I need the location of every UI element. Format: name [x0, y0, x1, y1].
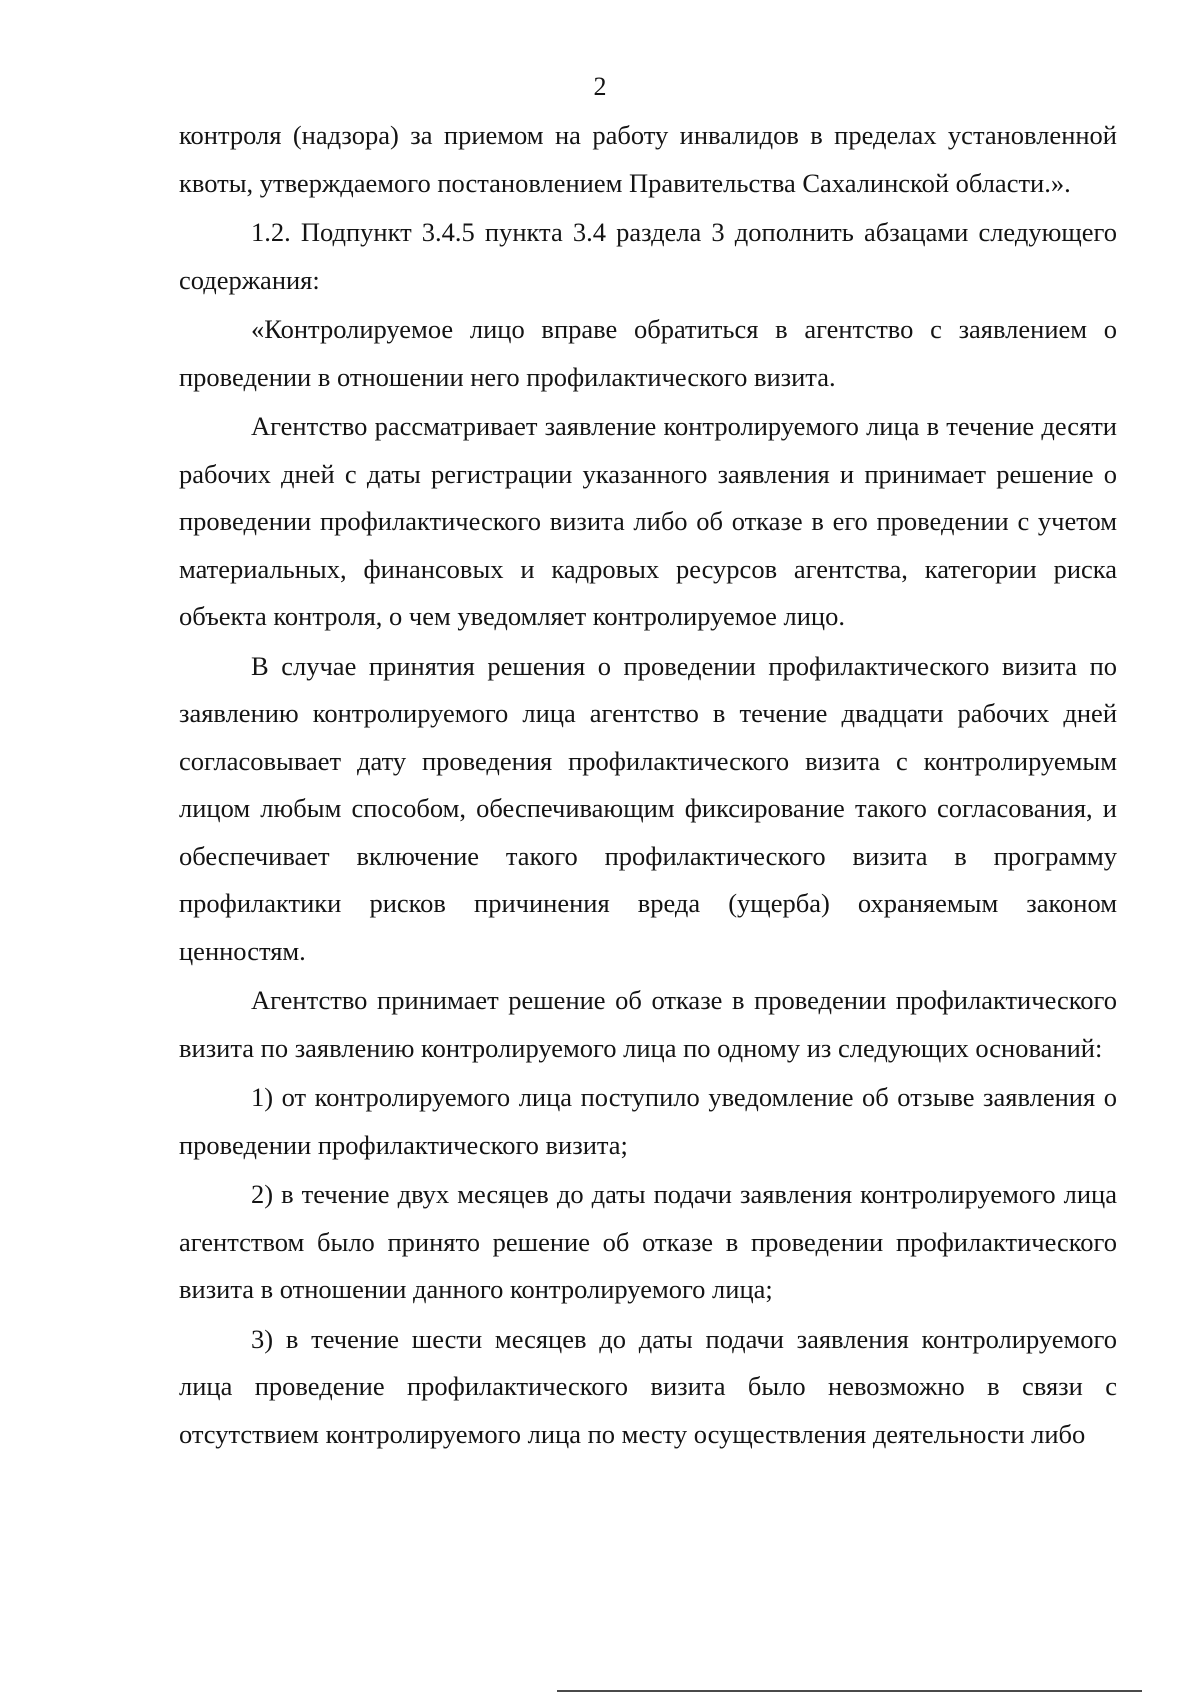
paragraph-refusal-grounds: Агентство принимает решение об отказе в проведении профилактического визита по заявлению контролируемого лица по одному из следующих оснований: — [179, 985, 1117, 1063]
list-item-ground-2: 2) в течение двух месяцев до даты подачи заявления контролируемого лица агентством было принято решение об отказе в проведении профилактического визита в отношении данного контролируемого лица; — [179, 1179, 1117, 1304]
paragraph-quota-continuation: контроля (надзора) за приемом на работу инвалидов в пределах установленной квоты, утверждаемого постановлением Правительства Сахалинской области.». — [179, 120, 1117, 198]
page-number: 2 — [593, 72, 607, 101]
document-body — [179, 112, 1117, 1460]
list-item-ground-1: 1) от контролируемого лица поступило уведомление об отзыве заявления о проведении профилактического визита; — [179, 1082, 1117, 1160]
list-item-ground-3: 3) в течение шести месяцев до даты подачи заявления контролируемого лица проведение профилактического визита было невозможно в связи с отсутствием контролируемого лица по месту осуществления деятельности либо — [179, 1323, 1117, 1449]
paragraph-visit-scheduling: В случае принятия решения о проведении профилактического визита по заявлению контролируемого лица агентство в течение двадцати рабочих дней согласовывает дату проведения профилактического визита с контролируемым лицом любым способом, обеспечивающим фиксирование такого согласования, и обеспечивает включение такого профилактического визита в программу профилактики рисков причинения вреда (ущерба) охраняемым законом ценностям. — [179, 650, 1117, 966]
paragraph-application-review: Агентство рассматривает заявление контролируемого лица в течение десяти рабочих дней с даты регистрации указанного заявления и принимает решение о проведении профилактического визита либо об отказе в его проведении с учетом материальных, финансовых и кадровых ресурсов агентства, категории риска объекта контроля, о чем уведомляет контролируемое лицо. — [179, 411, 1117, 631]
bottom-rule — [557, 1690, 1142, 1692]
paragraph-visit-request: «Контролируемое лицо вправе обратиться в агентство с заявлением о проведении в отношении него профилактического визита. — [179, 314, 1117, 392]
paragraph-amendment-1-2: 1.2. Подпункт 3.4.5 пункта 3.4 раздела 3 дополнить абзацами следующего содержания: — [179, 217, 1117, 295]
